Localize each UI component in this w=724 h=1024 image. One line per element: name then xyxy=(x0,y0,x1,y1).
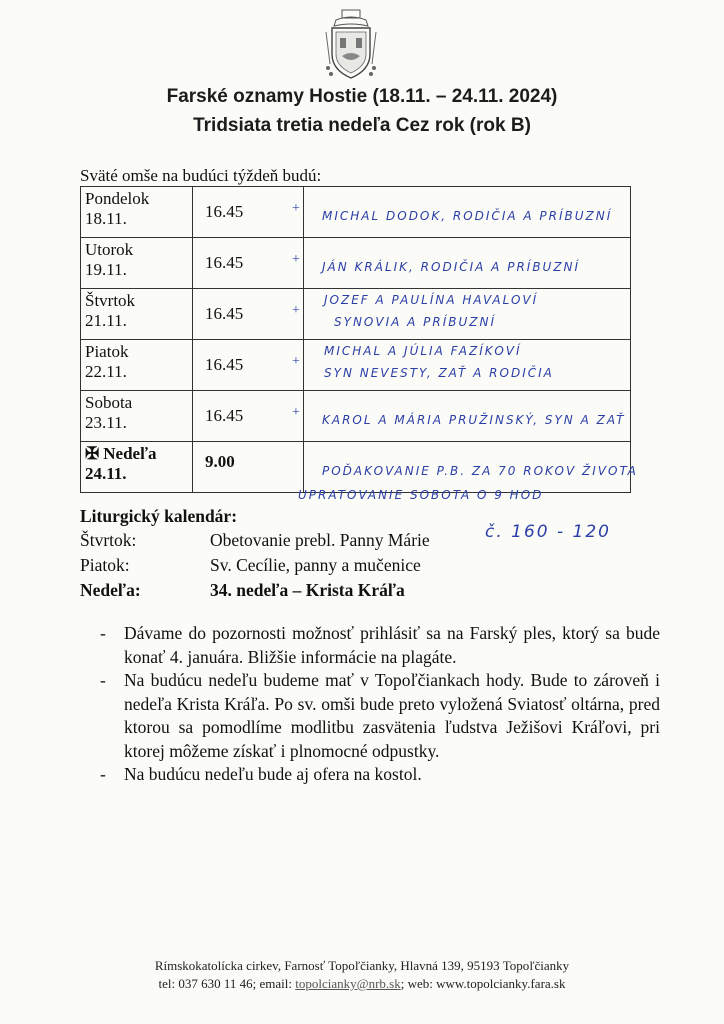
table-row xyxy=(81,391,631,442)
calendar-day: Štvrtok: xyxy=(80,530,137,550)
handwritten-intention: MICHAL DODOK, RODIČIA A PRÍBUZNÍ xyxy=(322,209,613,223)
email-link[interactable]: topolcianky@nrb.sk xyxy=(295,976,401,991)
list-item: - Dávame do pozornosti možnosť prihlásiť sa na Farský ples, ktorý sa bude konať 4. januára. Bližšie informácie na plagáte. xyxy=(100,623,660,667)
day-cell: Piatok 22.11. xyxy=(81,340,193,391)
time-cell: 9.00 xyxy=(193,442,304,493)
cross-mark-icon: + xyxy=(292,405,300,420)
cross-mark-icon: + xyxy=(292,303,300,318)
footer-address: Rímskokatolícka cirkev, Farnosť Topoľčianky, Hlavná 139, 95193 Topoľčianky xyxy=(154,958,570,973)
time-cell: 16.45 xyxy=(193,340,304,391)
cross-mark-icon: + xyxy=(292,201,300,216)
list-item: - Na budúcu nedeľu bude aj ofera na kostol. xyxy=(100,764,422,784)
handwritten-song-numbers: č. 160 - 120 xyxy=(485,522,611,542)
handwritten-intention: MICHAL A JÚLIA FAZÍKOVÍ xyxy=(324,344,522,358)
handwritten-cleaning-note: UPRATOVANIE SOBOTA O 9 HOD xyxy=(298,488,544,502)
time-cell: 16.45 xyxy=(193,187,304,238)
calendar-feast: Sv. Cecílie, panny a mučenice xyxy=(210,555,421,575)
page-subtitle: Tridsiata tretia nedeľa Cez rok (rok B) xyxy=(193,115,531,136)
handwritten-intention-line2: SYNOVIA A PRÍBUZNÍ xyxy=(334,315,497,329)
calendar-feast: 34. nedeľa – Krista Kráľa xyxy=(210,580,405,600)
time-cell: 16.45 xyxy=(193,391,304,442)
table-row xyxy=(81,442,631,493)
handwritten-intention: JOZEF A PAULÍNA HAVALOVÍ xyxy=(324,293,539,307)
table-row xyxy=(81,289,631,340)
parish-crest-emblem xyxy=(322,8,380,86)
calendar-day: Nedeľa: xyxy=(80,580,141,600)
handwritten-intention: POĎAKOVANIE P.B. ZA 70 ROKOV ŽIVOTA xyxy=(322,464,638,478)
intention-cell xyxy=(304,442,638,493)
footer-contact: tel: 037 630 11 46; email: topolcianky@nrb.sk; web: www.topolcianky.fara.sk xyxy=(158,976,566,991)
list-item: - Na budúcu nedeľu budeme mať v Topoľčiankach hody. Bude to zároveň i nedeľa Krista Kráľa. Po sv. omši bude preto vyložená Sviatosť oltárna, pred ktorou sa pomodlíme modlitbu zasvätenia ľudstva Ježišovi Kráľovi, pri ktorej môžeme získať i plnomocné odpustky. xyxy=(100,670,660,761)
liturgical-calendar-title: Liturgický kalendár: xyxy=(80,506,238,526)
cross-mark-icon: + xyxy=(292,252,300,267)
intention-cell xyxy=(292,238,631,289)
day-cell: Pondelok 18.11. xyxy=(81,187,193,238)
time-cell: 16.45 xyxy=(193,289,304,340)
handwritten-intention: KAROL A MÁRIA PRUŽINSKÝ, SYN A ZAŤ xyxy=(322,413,626,427)
cross-mark-icon: + xyxy=(292,354,300,369)
maltese-cross-icon: ✠ xyxy=(85,444,100,463)
announcements-list xyxy=(100,622,660,787)
day-cell: Štvrtok 21.11. xyxy=(81,289,193,340)
table-row xyxy=(81,340,631,391)
time-cell: 16.45 xyxy=(193,238,304,289)
day-cell: Utorok 19.11. xyxy=(81,238,193,289)
intention-cell xyxy=(292,391,631,442)
table-row xyxy=(81,187,631,238)
mass-schedule-table xyxy=(80,186,638,493)
table-row xyxy=(81,238,631,289)
intention-cell xyxy=(292,187,631,238)
handwritten-intention-line2: SYN NEVESTY, ZAŤ A RODIČIA xyxy=(324,366,554,380)
calendar-day: Piatok: xyxy=(80,555,130,575)
day-cell: Sobota 23.11. xyxy=(81,391,193,442)
intention-cell xyxy=(292,289,631,340)
page-title: Farské oznamy Hostie (18.11. – 24.11. 2024) xyxy=(166,86,558,107)
day-cell: ✠ Nedeľa 24.11. xyxy=(81,442,193,493)
calendar-feast: Obetovanie prebl. Panny Márie xyxy=(210,530,430,550)
schedule-intro: Sväté omše na budúci týždeň budú: xyxy=(80,166,322,185)
handwritten-intention: JÁN KRÁLIK, RODIČIA A PRÍBUZNÍ xyxy=(322,260,581,274)
intention-cell xyxy=(292,340,631,391)
